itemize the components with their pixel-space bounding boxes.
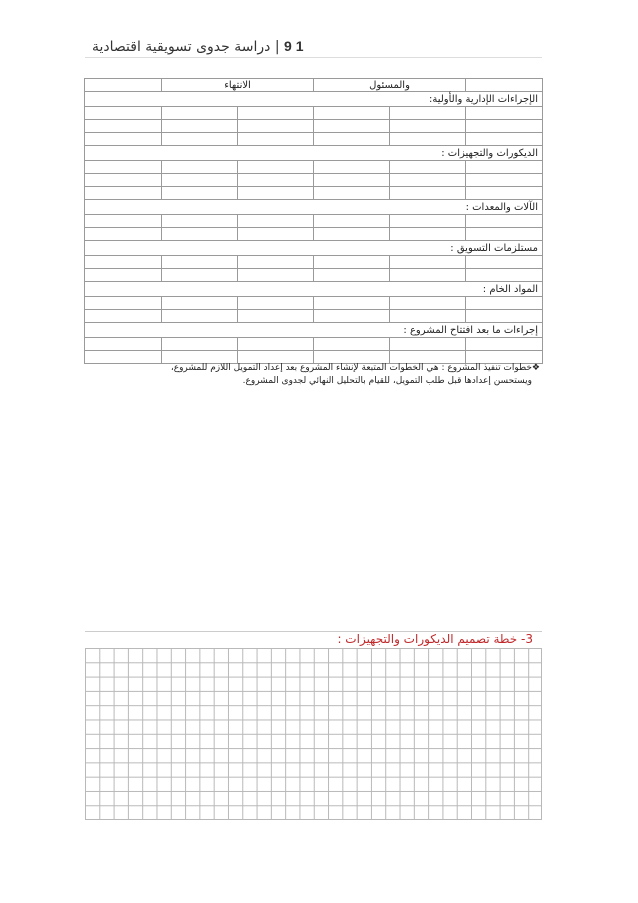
section-title-marketing: مستلزمات التسويق : xyxy=(85,241,543,256)
section-title-machines: الآلات والمعدات : xyxy=(85,200,543,215)
page-header xyxy=(92,38,542,58)
column-header-end: الانتهاء xyxy=(162,79,314,92)
table-row xyxy=(85,107,543,120)
section-title-admin: الإجراءات الإدارية والأولية: xyxy=(85,92,543,107)
column-header-responsible: والمسئول xyxy=(314,79,466,92)
execution-steps-note xyxy=(92,362,540,388)
table-row xyxy=(85,256,543,269)
table-row xyxy=(85,228,543,241)
table-row xyxy=(85,269,543,282)
header-separator: | xyxy=(274,39,280,55)
section-title-post-opening: إجراءات ما بعد افتتاح المشروع : xyxy=(85,323,543,338)
section3-title: خطة تصميم الديكورات والتجهيزات : xyxy=(337,632,518,646)
execution-schedule-table xyxy=(84,78,543,364)
diamond-bullet-icon: ❖ xyxy=(531,363,540,373)
page-number: 1 9 xyxy=(284,38,304,54)
table-row xyxy=(85,133,543,146)
header-title: دراسة جدوى تسويقية اقتصادية xyxy=(92,39,271,55)
section-title-raw-materials: المواد الخام : xyxy=(85,282,543,297)
section3-heading xyxy=(85,632,533,648)
section3-number: 3- xyxy=(521,632,533,646)
table-row xyxy=(85,120,543,133)
header-divider xyxy=(85,57,542,58)
table-row xyxy=(85,161,543,174)
note-line-2: ويستحسن إعدادها قبل طلب التمويل، للقيام بالتحليل النهائي لجدوى المشروع. xyxy=(242,376,532,386)
table-row xyxy=(85,174,543,187)
table-row xyxy=(85,215,543,228)
table-row xyxy=(85,187,543,200)
note-line-1: خطوات تنفيذ المشروع : هي الخطوات المتبعة لإنشاء المشروع بعد إعداد التمويل اللازم للمشروع، xyxy=(170,363,532,373)
table-row xyxy=(85,297,543,310)
table-row xyxy=(85,310,543,323)
table-row xyxy=(85,338,543,351)
section-title-decor: الديكورات والتجهيزات : xyxy=(85,146,543,161)
graph-paper-grid xyxy=(85,648,542,820)
